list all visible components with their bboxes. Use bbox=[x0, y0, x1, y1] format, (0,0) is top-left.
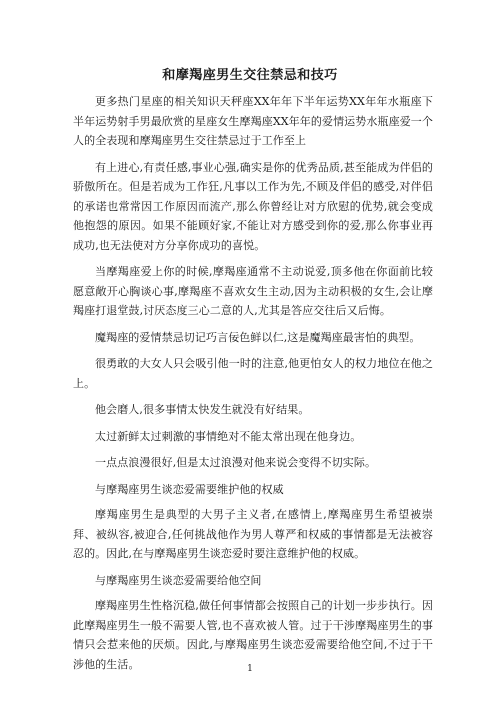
paragraph-authority: 摩羯座男生是典型的大男子主义者,在感情上,摩羯座男生希望被崇拜、被纵容,被迎合,任何挑战他作为男人尊严和权威的事情都是无法被容忍的。因此,在与摩羯座男生谈恋爱时要注意维护他的权威。 bbox=[73, 508, 433, 560]
paragraph-when-in-love: 当摩羯座爱上你的时候,摩羯座通常不主动说爱,顶多他在你面前比较愿意敞开心胸谈心事,摩羯座不喜欢女生主动,因为主动积极的女生,会让摩羯座打退堂鼓,讨厌态度三心二意的人,尤其是答应交往后又后悔。 bbox=[73, 265, 433, 317]
page-number: 1 bbox=[247, 664, 253, 674]
paragraph-novelty: 太过新鲜太过刺激的事情绝对不能太常出现在他身边。 bbox=[95, 429, 362, 443]
paragraph-brave-woman: 很勇敢的大女人只会吸引他一时的注意,他更怕女人的权力地位在他之上。 bbox=[73, 357, 433, 390]
paragraph-intro: 更多热门星座的相关知识天秤座XX年年下半年运势XX年年水瓶座下半年运势射手男最欣赏的星座女生摩羯座XX年年的爱情运势水瓶座爱一个人的全表现和摩羯座男生交往禁忌过于工作至上 bbox=[73, 95, 433, 147]
paragraph-taboo: 魔羯座的爱情禁忌切记巧言佞色鲜以仁,这是魔羯座最害怕的典型。 bbox=[95, 330, 421, 344]
document-body bbox=[73, 92, 433, 681]
paragraph-patience: 他会磨人,很多事情太快发生就没有好结果。 bbox=[95, 403, 310, 416]
section-heading-space: 与摩羯座男生谈恋爱需要给他空间 bbox=[95, 573, 262, 587]
section-heading-authority: 与摩羯座男生谈恋爱需要维护他的权威 bbox=[95, 482, 284, 496]
paragraph-space: 摩羯座男生性格沉稳,做任何事情都会按照自己的计划一步步执行。因此摩羯座男生一般不需要人管,也不喜欢被人管。过于干涉摩羯座男生的事情只会惹来他的厌烦。因此,与摩羯座男生谈恋爱需要给他空间,不过于干涉他的生活。 bbox=[73, 599, 433, 671]
paragraph-career: 有上进心,有责任感,事业心强,确实是你的优秀品质,甚至能成为伴侣的骄傲所在。但是若成为工作狂,凡事以工作为先,不顾及伴侣的感受,对伴侣的承诺也常常因工作原因而流产,那么你曾经让对方欣慰的优势,就会变成他抱怨的原因。如果不能顾好家,不能让对方感受到你的爱,那么你事业再成功,也无法使对方分享你成功的喜悦。 bbox=[73, 160, 433, 252]
document-title: 和摩羯座男生交往禁忌和技巧 bbox=[162, 68, 338, 83]
paragraph-romance: 一点点浪漫很好,但是太过浪漫对他来说会变得不切实际。 bbox=[95, 456, 377, 469]
